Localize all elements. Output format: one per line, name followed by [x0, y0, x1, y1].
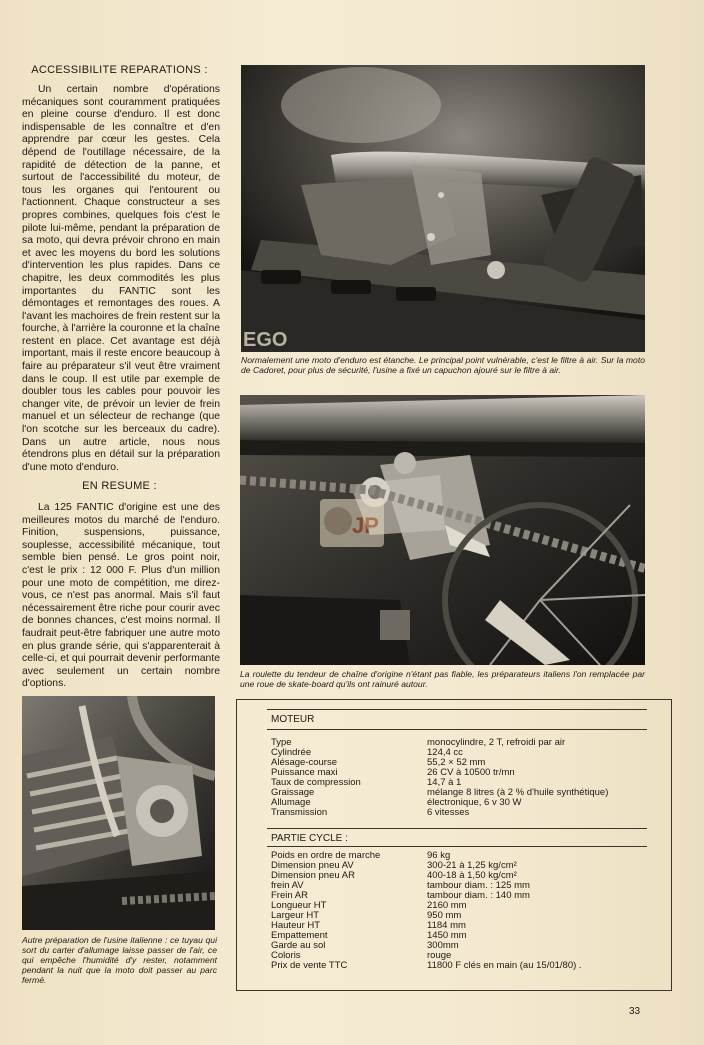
spec-label: Dimension pneu AV [271, 860, 354, 871]
spec-row [271, 901, 661, 911]
spec-label: frein AV [271, 880, 304, 891]
summary-text [22, 502, 220, 691]
spec-value: électronique, 6 v 30 W [427, 797, 522, 808]
spec-value: 55,2 × 52 mm [427, 757, 486, 768]
spec-section-cycle-title: PARTIE CYCLE : [271, 833, 348, 844]
spec-value: 124,4 cc [427, 747, 463, 758]
spec-rule-cycle [267, 846, 647, 847]
spec-label: Frein AR [271, 890, 308, 901]
spec-rule-engine [267, 729, 647, 730]
heading-accessibility: ACCESSIBILITE REPARATIONS : [31, 64, 208, 76]
spec-value: 400-18 à 1,50 kg/cm² [427, 870, 517, 881]
spec-value: tambour diam. : 140 mm [427, 890, 530, 901]
svg-text:JP: JP [352, 513, 379, 538]
spec-label: Allumage [271, 797, 311, 808]
photo-air-filter [241, 65, 645, 352]
spec-row [271, 738, 661, 748]
photo-chain-tensioner-image [240, 395, 645, 665]
spec-value: 300-21 à 1,25 kg/cm² [427, 860, 517, 871]
heading-summary: EN RESUME : [82, 480, 157, 492]
caption-photo-chain-tensioner: La roulette du tendeur de chaîne d'origine n'étant pas fiable, les préparateurs italiens l'on remplacée par une roue de skate-board qu'ils ont rainuré autour. [240, 669, 645, 689]
spec-label: Prix de vente TTC [271, 960, 348, 971]
spec-label: Dimension pneu AR [271, 870, 355, 881]
spec-value: 1184 mm [427, 920, 466, 931]
spec-label: Type [271, 737, 292, 748]
photo-frame-lettering: EGO [243, 329, 288, 351]
spec-value: 11800 F clés en main (au 15/01/80) . [427, 960, 582, 971]
spec-value: rouge [427, 950, 452, 961]
spec-label: Empattement [271, 930, 328, 941]
photo-chain-tensioner [240, 395, 645, 665]
spec-label: Coloris [271, 950, 301, 961]
spec-label: Graissage [271, 787, 315, 798]
spec-label: Cylindrée [271, 747, 312, 758]
caption-photo-ignition-pipe: Autre préparation de l'usine italienne : ce tuyau qui sort du carter d'allumage laisse passer de l'air, ce qui empêche l'humidité d'y rester, notamment pendant la nuit que la moto doit passer au parc fermé. [22, 935, 217, 985]
spec-label: Taux de compression [271, 777, 361, 788]
spec-label: Puissance maxi [271, 767, 338, 778]
spec-value: 14,7 à 1 [427, 777, 462, 788]
spec-row [271, 961, 661, 971]
spec-label: Transmission [271, 807, 328, 818]
photo-ignition-pipe-image [22, 696, 215, 930]
watermark-logo [320, 499, 384, 547]
spec-value: 1450 mm [427, 930, 467, 941]
spec-rule-cycle-top [267, 828, 647, 829]
spec-value: 950 mm [427, 910, 462, 921]
summary-paragraph: La 125 FANTIC d'origine est une des meilleures motos du marché de l'enduro. Finition, suspensions, puissance, souplesse, accessibilité mécanique, tout semble bien pensé. Le gros point noir, c'est le prix : 12 000 F. Plus d'un million pour une moto de compétition, me direz-vous, ce n'est pas anormal. Mais s'il faut nécessairement être riche pour courir avec de bonnes chances, c'est moins normal. Il faudrait peut-être fabriquer une autre moto en plus grande série, qui s'apparenterait à celle-ci, et qui pourrait devenir performante avec seulement un certain nombre d'options. [22, 502, 220, 690]
photo-air-filter-image [241, 65, 645, 352]
photo-ignition-pipe [22, 696, 215, 930]
caption-photo-air-filter: Normalement une moto d'enduro est étanche. Le principal point vulnérable, c'est le filtre à air. Sur la moto de Cadoret, pour plus de sécurité, l'usine a fixé un capuchon ajouré sur le filtre à air. [241, 355, 645, 375]
spec-label: Alésage-course [271, 757, 338, 768]
spec-value: mélange 8 litres (à 2 % d'huile synthétique) [427, 787, 609, 798]
spec-label: Poids en ordre de marche [271, 850, 381, 861]
accessibility-text [22, 84, 220, 474]
spec-value: 6 vitesses [427, 807, 470, 818]
spec-label: Garde au sol [271, 940, 326, 951]
spec-value: 96 kg [427, 850, 451, 861]
spec-row [271, 931, 661, 941]
spec-section-engine-title: MOTEUR [271, 714, 315, 725]
spec-value: monocylindre, 2 T, refroidi par air [427, 737, 566, 748]
spec-row [271, 911, 661, 921]
spec-value: 2160 mm [427, 900, 467, 911]
spec-label: Longueur HT [271, 900, 327, 911]
spec-row [271, 941, 661, 951]
spec-value: 26 CV à 10500 tr/mn [427, 767, 515, 778]
spec-table [236, 699, 672, 991]
spec-label: Hauteur HT [271, 920, 321, 931]
spec-label: Largeur HT [271, 910, 320, 921]
spec-row [271, 808, 661, 818]
spec-rule-top [267, 709, 647, 710]
page-number: 33 [629, 1006, 641, 1017]
spec-value: 300mm [427, 940, 459, 951]
spec-value: tambour diam. : 125 mm [427, 880, 530, 891]
accessibility-paragraph: Un certain nombre d'opérations mécaniques sont couramment pratiquées en pleine course d'enduro. Il est donc indispensable de les connaître et d'en apprendre par cœur les gestes. Cela dépend de l'outillage nécessaire, de la rapidité de détection de la panne, et surtout de l'accessibilité du moteur, de tous les organes qui l'entourent ou l'actionnent. Chaque constructeur a ses propres combines, quelques fois c'est le pilote lui-même, pendant la préparation de sa moto, qui devra prévoir chrono en main et avec les moyens du bord les solutions d'intervention les plus rapides. Dans ce chapitre, les deux commodités les plus importantes du FANTIC sont les démontages et remontages des roues. A l'avant les machoires de frein restent sur la fourche, à l'arrière la couronne et la chaîne restent en place. Cet avantage est déjà important, mais il reste encore beaucoup à faire au préparateur s'il veut être vraiment dans le coup. Il est utile par exemple de doubler tous les cables pour pouvoir les changer vite, de prévoir un levier de frein manuel et un sélecteur de rechange (que l'on scotche sur les berceaux du cadre). Dans un autre article, nous nous étendrons plus en détail sur la préparation d'une moto d'enduro. [22, 84, 220, 473]
